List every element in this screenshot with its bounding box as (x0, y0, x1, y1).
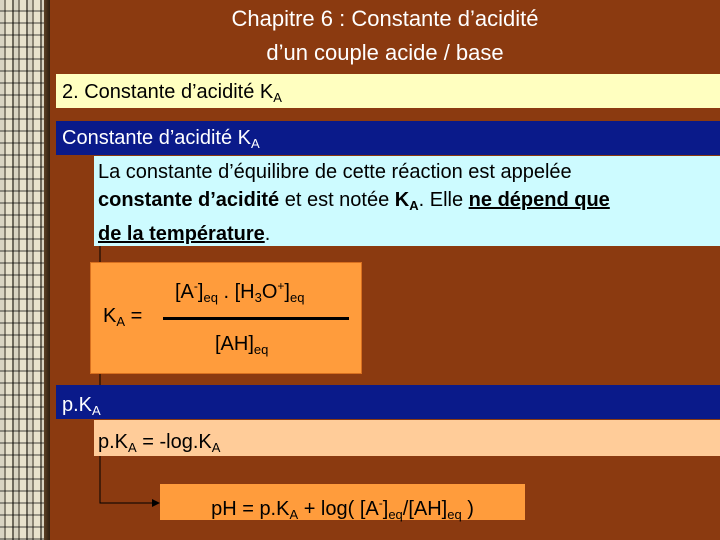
subtitle-sub: A (273, 90, 282, 105)
def-k-sub: A (409, 198, 419, 213)
def-k: K (394, 189, 410, 211)
def-final: . (264, 223, 271, 245)
heading-ka-text: Constante d’acidité K (62, 127, 252, 149)
def-underline-2: de la température (98, 223, 265, 245)
def-end: . Elle (418, 189, 469, 211)
definition-line-1: La constante d’équilibre de cette réaction est appelée (98, 161, 572, 183)
formula-denominator: $[AH]_{eq}$ (215, 333, 269, 357)
pka-definition-box: $p.K_A = -\log.K_A$ (94, 420, 720, 456)
def-mid: et est notée (279, 189, 395, 211)
def-underline-1: ne dépend que (468, 189, 610, 211)
heading-pka-text: p.K (62, 394, 93, 416)
heading-pka-sub: A (92, 403, 101, 418)
term-constante: constante d’acidité (98, 189, 280, 211)
formula-lhs: $K_A$ = (103, 305, 143, 329)
title-line-1: Chapitre 6 : Constante d’acidité (231, 6, 539, 31)
section-heading-pka (56, 385, 720, 419)
title-line-2: d’un couple acide / base (266, 40, 504, 65)
subtitle-text: 2. Constante d’acidité K (62, 81, 274, 103)
fraction-bar (163, 317, 349, 320)
heading-ka-sub: A (251, 136, 260, 151)
ka-formula-box (90, 262, 362, 374)
ph-formula-box: pH = $p.K_A + \log$( $[A^-]_{eq}/[AH]_{eq}$ ) (160, 484, 525, 520)
formula-numerator: $[A^-]_{eq}$ . $[H_3O^+]_{eq}$ (175, 279, 305, 305)
